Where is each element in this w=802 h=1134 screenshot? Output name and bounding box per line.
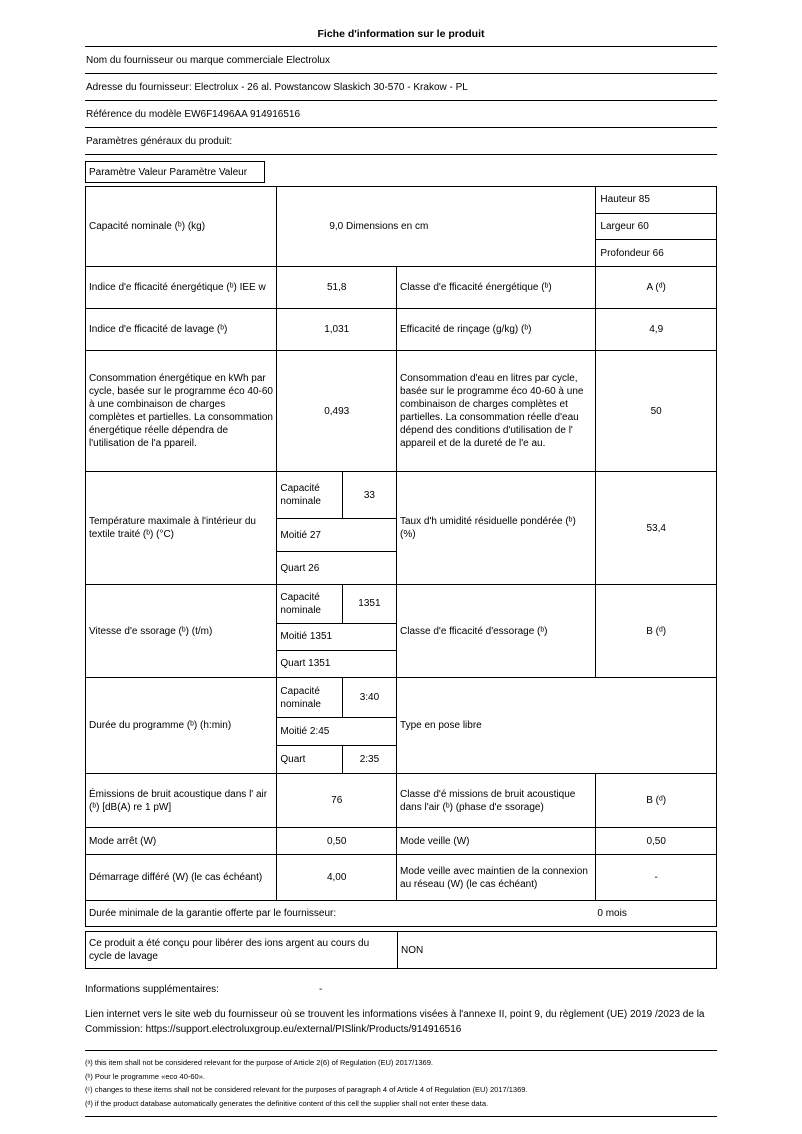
type-freestanding-cell: Type en pose libre xyxy=(400,720,482,731)
table-row-wash-index xyxy=(86,309,716,351)
energy-class-param: Classe d'e fficacité énergétique (ᵇ) xyxy=(397,267,596,308)
energy-index-value: 51,8 xyxy=(277,267,397,308)
max-temperature-param: Température maximale à l'intérieur du textile traité (ᵇ) (°C) xyxy=(86,472,277,584)
sub-merged: Moitié 2:45 xyxy=(280,726,330,738)
sub-value: 1351 xyxy=(358,598,381,610)
sub-value: 2:35 xyxy=(359,754,380,766)
footnotes xyxy=(85,1051,717,1117)
spin-class-value: B (ᵈ) xyxy=(646,625,667,637)
silver-ions-param: Ce produit a été conçu pour libérer des ions argent au cours du cycle de lavage xyxy=(86,932,398,968)
standby-value: 0,50 xyxy=(646,835,666,847)
footnote-c: (ᶜ) changes to these items shall not be considered relevant for the purposes of paragraph 4 of Article 4 of Regulation (EU) 2017/1369. xyxy=(85,1085,528,1094)
dimension-height: Hauteur 85 xyxy=(596,187,716,214)
additional-info-value: - xyxy=(318,984,323,995)
spin-speed-param: Vitesse d'e ssorage (ᵇ) (t/m) xyxy=(86,585,277,677)
energy-class-value: A (ᵈ) xyxy=(646,282,666,293)
additional-info-row xyxy=(85,984,717,995)
sub-label: Capacité nominale xyxy=(277,585,342,623)
silver-ions-value: NON xyxy=(401,944,424,956)
table-row-max-temperature xyxy=(86,472,716,585)
sub-row-quarter xyxy=(277,552,396,584)
dimensions-cell xyxy=(596,187,716,266)
sub-label: Quart xyxy=(277,746,342,773)
param-value-table-header: Paramètre Valeur Paramètre Valeur xyxy=(85,161,265,183)
supplier-website-link-paragraph: Lien internet vers le site web du fournisseur où se trouvent les informations visées à l'annexe II, point 9, du règlement (UE) 2019 /2023 de la Commission: https://support.electroluxgroup.eu/external/PISlink/Products/914916516 xyxy=(85,1009,705,1035)
wash-index-param: Indice d'e fficacité de lavage (ᵇ) xyxy=(86,309,277,350)
spin-speed-subtable xyxy=(277,585,397,677)
silver-ions-row xyxy=(85,931,717,969)
supplier-name-row: Nom du fournisseur ou marque commerciale Electrolux xyxy=(85,47,717,74)
sub-row-nominal xyxy=(277,472,396,519)
general-params-heading: Paramètres généraux du produit: xyxy=(85,128,717,155)
dimension-width: Largeur 60 xyxy=(596,214,716,241)
sub-merged: Quart 26 xyxy=(280,562,320,574)
rinse-efficiency-param: Efficacité de rinçage (g/kg) (ᵇ) xyxy=(397,309,596,350)
sub-merged: Moitié 27 xyxy=(280,529,321,541)
networked-standby-param: Mode veille avec maintien de la connexion au réseau (W) (le cas échéant) xyxy=(397,855,596,900)
table-row-consumption xyxy=(86,351,716,472)
sub-merged: Quart 1351 xyxy=(280,658,331,670)
capacity-value-cell: 9,0 Dimensions en cm xyxy=(277,187,596,266)
warranty-value: 0 mois xyxy=(597,908,627,919)
energy-consumption-param: Consommation énergétique en kWh par cycle, basée sur le programme éco 40-60 à une combinaison de charges complètes et partielles. La consommation énergétique réelle dépendra de l'utilisation de l'a ppareil. xyxy=(86,351,277,471)
additional-info-label: Informations supplémentaires: xyxy=(85,984,219,995)
standby-param: Mode veille (W) xyxy=(397,828,596,854)
water-consumption-param: Consommation d'eau en litres par cycle, basée sur le programme éco 40-60 à une combinaison de charges complètes et partielles. La consommation réelle d'eau dépend des conditions d'utilisation de l' appareil et de la dureté de l'e au. xyxy=(397,351,596,471)
footnote-b: (ᵇ) Pour le programme «eco 40-60». xyxy=(85,1071,205,1081)
table-row-capacity xyxy=(86,187,716,267)
sub-value: 33 xyxy=(363,489,375,501)
wash-index-value: 1,031 xyxy=(277,309,397,350)
rinse-efficiency-value: 4,9 xyxy=(649,324,664,335)
table-row-spin-speed xyxy=(86,585,716,678)
sub-row-quarter xyxy=(277,746,396,773)
noise-value: 76 xyxy=(277,774,397,827)
table-row-noise xyxy=(86,774,716,828)
page-title: Fiche d'information sur le produit xyxy=(85,28,717,47)
networked-standby-value: - xyxy=(654,872,658,883)
table-row-program-duration xyxy=(86,678,716,774)
supplier-address-row: Adresse du fournisseur: Electrolux - 26 al. Powstancow Slaskich 30-570 - Krakow - PL xyxy=(85,74,717,101)
residual-humidity-value: 53,4 xyxy=(646,522,666,534)
footnote-d: (ᵈ) if the product database automatically generates the definitive content of this cell the supplier shall not enter these data. xyxy=(85,1098,489,1108)
model-reference-row: Référence du modèle EW6F1496AA 914916516 xyxy=(85,101,717,128)
sub-row-quarter xyxy=(277,651,396,677)
energy-consumption-value: 0,493 xyxy=(277,351,397,471)
document-content xyxy=(85,0,717,1117)
footnote-a: (ᵃ) this item shall not be considered relevant for the purpose of Article 2(6) of Regulation (EU) 2017/1369. xyxy=(85,1058,433,1067)
residual-humidity-param: Taux d'h umidité résiduelle pondérée (ᵇ) (%) xyxy=(397,472,596,584)
sub-label: Capacité nominale xyxy=(277,678,342,717)
dimension-depth: Profondeur 66 xyxy=(600,247,664,259)
sub-label: Capacité nominale xyxy=(277,472,342,518)
warranty-param: Durée minimale de la garantie offerte par le fournisseur: xyxy=(89,908,337,919)
sub-merged: Moitié 1351 xyxy=(280,631,333,643)
table-row-delayed-start xyxy=(86,855,716,901)
table-row-energy-index xyxy=(86,267,716,309)
program-duration-param: Durée du programme (ᵇ) (h:min) xyxy=(86,678,277,773)
water-consumption-value: 50 xyxy=(650,405,662,417)
noise-class-value: B (ᵈ) xyxy=(646,795,667,806)
program-duration-subtable xyxy=(277,678,397,773)
table-row-off-mode xyxy=(86,828,716,855)
noise-param: Émissions de bruit acoustique dans l' air (ᵇ) [dB(A) re 1 pW] xyxy=(86,774,277,827)
spin-class-param: Classe d'e fficacité d'essorage (ᵇ) xyxy=(397,585,596,677)
delayed-start-value: 4,00 xyxy=(277,855,397,900)
off-mode-value: 0,50 xyxy=(277,828,397,854)
noise-class-param: Classe d'é missions de bruit acoustique dans l'air (ᵇ) (phase d'e ssorage) xyxy=(397,774,596,827)
max-temperature-subtable xyxy=(277,472,397,584)
delayed-start-param: Démarrage différé (W) (le cas échéant) xyxy=(86,855,277,900)
sub-row-nominal xyxy=(277,678,396,718)
energy-index-param: Indice d'e fficacité énergétique (ᵇ) IEE w xyxy=(86,267,277,308)
table-row-warranty xyxy=(86,901,716,926)
sub-row-nominal xyxy=(277,585,396,624)
off-mode-param: Mode arrêt (W) xyxy=(86,828,277,854)
sub-row-half xyxy=(277,718,396,746)
capacity-param-cell: Capacité nominale (ᵇ) (kg) xyxy=(86,187,277,266)
parameters-table xyxy=(85,186,717,927)
sub-value: 3:40 xyxy=(359,692,380,704)
sub-row-half xyxy=(277,624,396,651)
sub-row-half xyxy=(277,519,396,552)
